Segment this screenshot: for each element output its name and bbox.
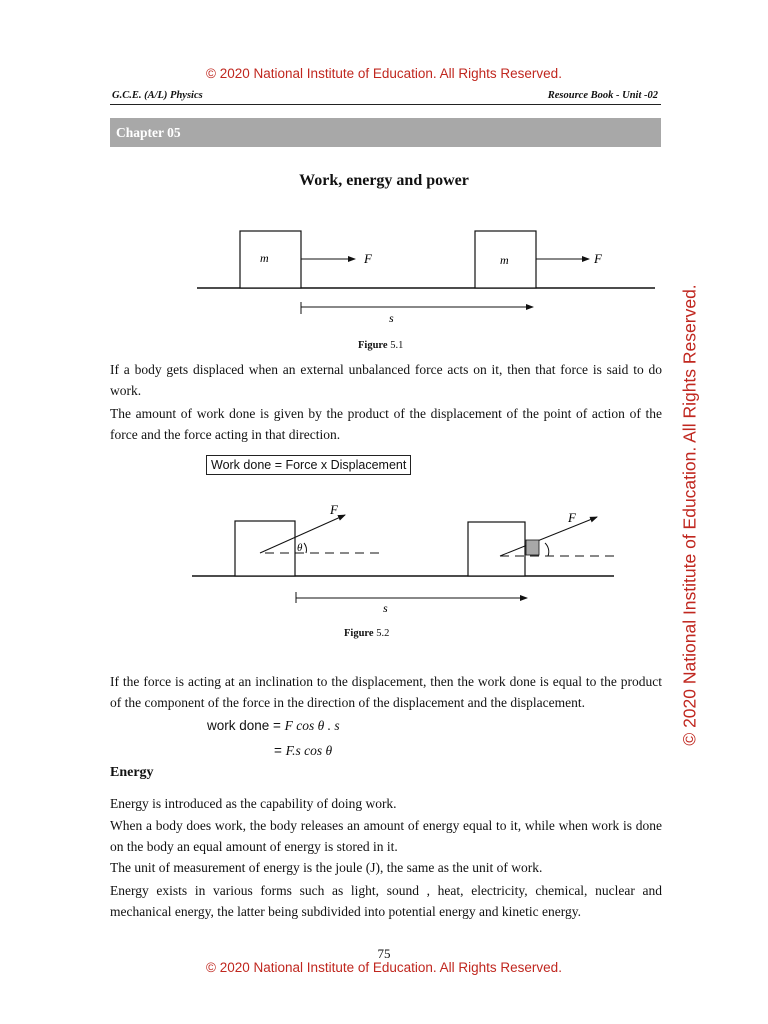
caption-bold-1: Figure (358, 340, 388, 351)
paragraph-inclined-force: If the force is acting at an inclination to the displacement, then the work done is equal to the product of the component of the force in the direction of the displacement and the displacement. (110, 674, 662, 710)
equation-line-1 (207, 718, 340, 734)
copyright-bottom: © 2020 National Institute of Education. All Rights Reserved. (206, 960, 562, 975)
displacement-label-2: s (383, 601, 388, 615)
caption-bold-2: Figure (344, 628, 374, 639)
equation-1-prefix: work done = (207, 718, 285, 733)
copyright-side-text: © 2020 National Institute of Education. All Rights Reserved. (679, 284, 700, 746)
angle-arc-1 (304, 543, 306, 553)
figure-5-2-caption (344, 628, 389, 639)
chapter-banner: Chapter 05 (110, 118, 661, 147)
equation-2-prefix: = (274, 743, 286, 758)
formula-box: Work done = Force x Displacement (206, 455, 411, 475)
angle-arc-2 (545, 543, 549, 556)
energy-heading: Energy (110, 765, 154, 780)
header-subject: G.C.E. (A/L) Physics (112, 90, 203, 101)
mass-label-1: m (260, 251, 269, 265)
energy-line-2: When a body does work, the body releases an amount of energy equal to it, while when work is done on the body an equal amount of energy is stored in it. (110, 818, 662, 854)
block-3 (235, 521, 295, 576)
copyright-top: © 2020 National Institute of Education. All Rights Reserved. (206, 66, 562, 81)
equation-line-2 (274, 743, 332, 759)
energy-line-1: Energy is introduced as the capability of doing work. (110, 796, 397, 811)
page-number: 75 (377, 946, 391, 961)
equation-1-expr: F cos θ . s (284, 718, 340, 733)
caption-num-2: 5.2 (376, 628, 390, 639)
paragraph-work-amount: The amount of work done is given by the product of the displacement of the point of action of the force and the force acting in that direction. (110, 406, 662, 442)
caption-num-1: 5.1 (390, 340, 404, 351)
mass-label-2: m (500, 253, 509, 267)
force-label-1: F (364, 251, 372, 266)
page-title: Work, energy and power (299, 172, 469, 189)
paragraph-work-definition: If a body gets displaced when an external unbalanced force acts on it, then that force is said to do work. (110, 362, 662, 398)
equation-2-expr: F.s cos θ (285, 743, 333, 758)
energy-line-3: The unit of measurement of energy is the joule (J), the same as the unit of work. (110, 860, 543, 875)
displacement-label-1: s (389, 311, 394, 325)
angle-label: θ (297, 542, 303, 554)
force-label-2: F (594, 251, 602, 266)
header-book: Resource Book - Unit -02 (547, 90, 658, 101)
shaded-angle-marker (526, 540, 539, 555)
energy-line-4: Energy exists in various forms such as light, sound , heat, electricity, chemical, nuclear and mechanical energy, the latter being subdivided into potential energy and kinetic energy. (110, 883, 662, 919)
force-label-4: F (568, 510, 576, 525)
force-label-3: F (330, 502, 338, 517)
